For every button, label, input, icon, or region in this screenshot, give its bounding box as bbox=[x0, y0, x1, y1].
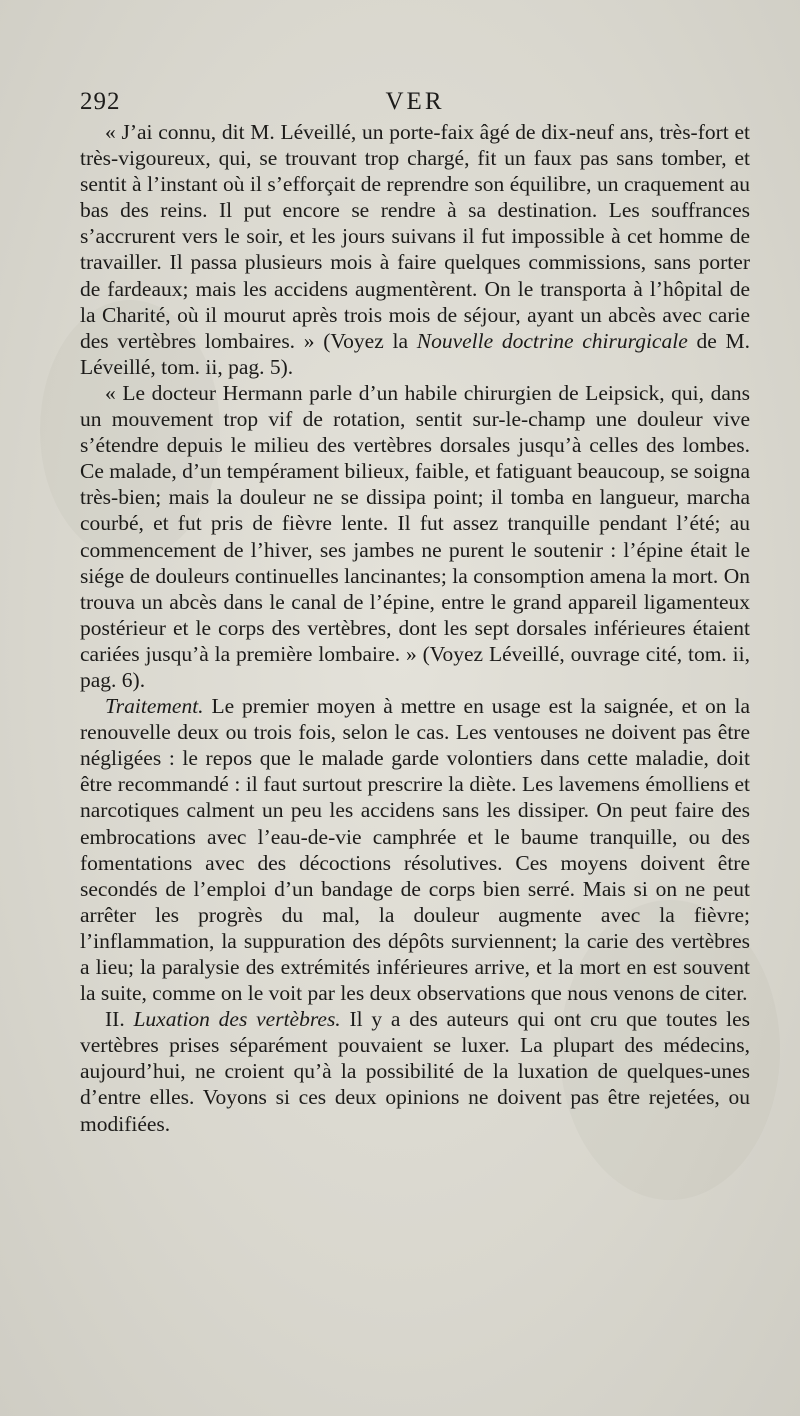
paragraph-text: de M. Léveillé, tom. ii, pag. 5). bbox=[80, 328, 750, 379]
section-number: II. bbox=[105, 1007, 134, 1032]
page-number: 292 bbox=[80, 88, 121, 115]
paragraph-text: Le premier moyen à mettre en usage est la saignée, et on la renouvelle deux ou trois fois, selon le cas. Les ventouses ne doivent pas être négligées : le repos que le malade garde volontiers dans cette maladie, doit être recommandé : il faut surtout prescrire la diète. Les lavemens émolliens et narcotiques calment un peu les accidens sans les dissiper. On peut faire des embrocations avec l’eau-de-vie camphrée et le baume tranquille, ou des fomentations avec des décoctions résolutives. Ces moyens doivent être secondés de l’emploi d’un bandage de corps bien serré. Mais si on ne peut arrêter les progrès du mal, la douleur augmente avec la fièvre; l’inflammation, la suppuration des dépôts surviennent; la carie des vertèbres a lieu; la paralysie des extrémités inférieures arrive, et la mort en est souvent la suite, comme on le voit par les deux observations que nous venons de citer. bbox=[80, 694, 750, 1006]
paragraph-luxation bbox=[80, 1006, 750, 1136]
paragraph-text: « Le docteur Hermann parle d’un habile chirurgien de Leipsick, qui, dans un mouvement trop vif de rotation, sentit sur-le-champ une douleur vive s’étendre depuis le milieu des vertèbres dorsales jusqu’à celles des lombes. Ce malade, d’un tempérament bilieux, faible, et fatiguant beaucoup, se soigna très-bien; mais la douleur ne se dissipa point; il tomba en langueur, marcha courbé, et fut pris de fièvre lente. Il fut assez tranquille pendant l’été; au commencement de l’hiver, ses jambes ne purent le soutenir : l’épine était le siége de douleurs continuelles lancinantes; la consomption amena la mort. On trouva un abcès dans le canal de l’épine, entre le grand appareil ligamenteux postérieur et le corps des vertèbres, dont les sept dorsales inférieures étaient cariées jusqu’à la première lombaire. » (Voyez Léveillé, ouvrage cité, tom. ii, pag. 6). bbox=[80, 380, 750, 692]
paragraph-text: Il y a des auteurs qui ont cru que toutes les vertèbres prises séparément pouvaient se luxer. La plupart des médecins, aujourd’hui, ne croient qu’à la possibilité de la luxation de quelques-unes d’entre elles. Voyons si ces deux opinions ne doivent pas être rejetées, ou modifiées. bbox=[80, 1007, 750, 1136]
paragraph-leveille-observation bbox=[80, 119, 750, 380]
book-title-italic: Nouvelle doctrine chirurgicale bbox=[416, 328, 688, 353]
section-heading-italic: Traitement. bbox=[105, 694, 204, 719]
paragraph-hermann-observation bbox=[80, 380, 750, 693]
paragraph-text: « J’ai connu, dit M. Léveillé, un porte-faix âgé de dix-neuf ans, très-fort et très-vigoureux, qui, se trouvant trop chargé, fit un faux pas sans tomber, et sentit à l’instant où il s’efforçait de reprendre son équilibre, un craquement au bas des reins. Il put encore se rendre à sa destination. Les souffrances s’accrurent vers le soir, et les jours suivans il fut impossible à cet homme de travailler. Il passa plusieurs mois à faire quelques commissions, sans porter de fardeaux; mais les accidens augmentèrent. On le transporta à l’hôpital de la Charité, où il mourut après trois mois de séjour, ayant un abcès avec carie des vertèbres lombaires. » (Voyez la bbox=[80, 120, 750, 353]
paragraph-traitement bbox=[80, 693, 750, 1006]
running-head: VER bbox=[385, 88, 445, 115]
section-heading-italic: Luxation des vertèbres. bbox=[133, 1007, 341, 1032]
body-text bbox=[80, 119, 750, 1137]
